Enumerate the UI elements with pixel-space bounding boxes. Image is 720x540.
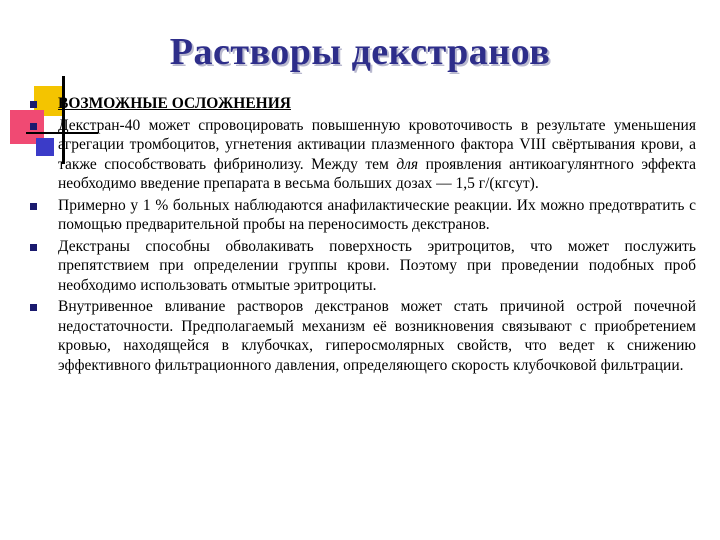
bullet-text-continued: проявления антикоагулянтного эффекта необходимо введение препарата в весьма больших дозах — 1,5 г/(кгсут). xyxy=(58,155,696,192)
bullet-emphasis: для xyxy=(396,155,419,173)
decor-blue-square xyxy=(36,138,54,156)
slide-title: Растворы декстранов xyxy=(169,31,551,73)
bullet-item xyxy=(58,237,696,296)
bullet-text: Декстраны способны обволакивать поверхность эритроцитов, что может послужить препятствием при определении группы крови. Поэтому при проведении подобных проб необходимо использовать отмытые эритроциты. xyxy=(58,237,696,294)
bullet-item xyxy=(58,196,696,235)
bullet-text: Примерно у 1 % больных наблюдаются анафилактические реакции. Их можно предотвратить с помощью предварительной пробы на переносимость декстранов. xyxy=(58,196,696,233)
bullet-list xyxy=(58,94,696,375)
bullet-text: Декстран-40 может спровоцировать повышенную кровоточивость в результате уменьшения агрегации тромбоцитов, угнетения активации плазменного фактора VIII свёртывания крови, а также способствовать фибринолизу. Между тем xyxy=(58,116,696,173)
bullet-item xyxy=(58,297,696,375)
bullet-text: ВОЗМОЖНЫЕ ОСЛОЖНЕНИЯ xyxy=(58,95,291,112)
bullet-text: Внутривенное вливание растворов декстранов может стать причиной острой почечной недостаточности. Предполагаемый механизм её возникновения связывают с приобретением кровью, находящейся в клубочках, гиперосмолярных свойств, что ведет к снижению эффективного фильтрационного давления, определяющего скорость клубочковой фильтрации. xyxy=(58,298,696,374)
bullet-heading xyxy=(58,94,696,114)
bullet-item xyxy=(58,116,696,194)
